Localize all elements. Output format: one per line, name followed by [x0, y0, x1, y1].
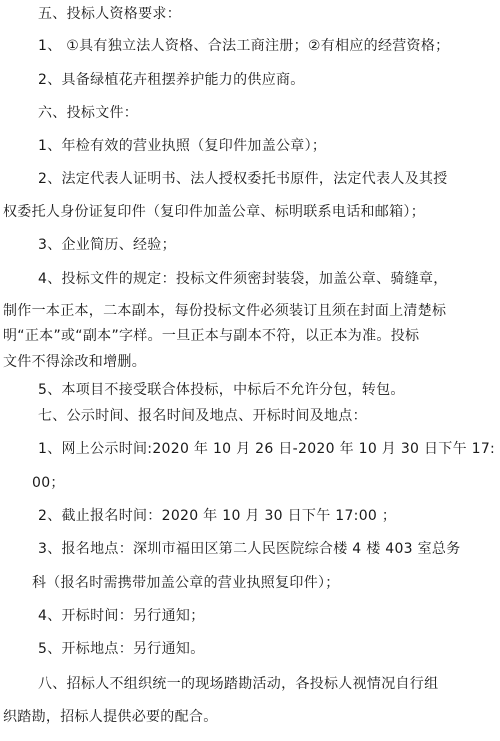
section-7-item-5: 5、开标地点：另行通知。	[38, 641, 205, 657]
section-5-heading: 五、投标人资格要求：	[38, 6, 181, 22]
section-8-line-2: 织踏勘，招标人提供必要的配合。	[3, 709, 218, 725]
section-7-item-1-line-1: 1、网上公示时间:2020 年 10 月 26 日-2020 年 10 月 30 日下午 17:	[38, 441, 496, 457]
section-6-item-1: 1、年检有效的营业执照（复印件加盖公章）；	[38, 138, 327, 154]
section-7-item-2: 2、截止报名时间：2020 年 10 月 30 日下午 17:00 ；	[38, 508, 397, 524]
section-5-item-1: 1、 ①具有独立法人资格、合法工商注册；②有相应的经营资格；	[38, 38, 450, 54]
section-6-item-4-line-1: 4、投标文件的规定：投标文件须密封装袋，加盖公章、骑缝章，	[38, 271, 448, 287]
section-7-item-4: 4、开标时间：另行通知；	[38, 608, 205, 624]
section-6-item-3: 3、企业简历、经验；	[38, 237, 176, 253]
section-6-item-4-line-3: 明“正本”或“副本”字样。一旦正本与副本不符，以正本为准。投标	[3, 328, 420, 344]
section-6-item-4-line-4: 文件不得涂改和增删。	[3, 354, 146, 370]
section-8-line-1: 八、招标人不组织统一的现场踏勘活动，各投标人视情况自行组	[38, 676, 439, 692]
section-7-item-3-line-1: 3、报名地点：深圳市福田区第二人民医院综合楼 4 楼 403 室总务	[38, 541, 461, 557]
section-6-item-2-line-2: 权委托人身份证复印件（复印件加盖公章、标明联系电话和邮箱）；	[3, 204, 425, 220]
section-6-item-4-line-2: 制作一本正本，二本副本，每份投标文件必须装订且须在封面上清楚标	[3, 303, 447, 319]
section-6-item-5: 5、本项目不接受联合体投标，中标后不允许分包，转包。	[38, 382, 405, 398]
section-6-heading: 六、投标文件：	[38, 105, 139, 121]
section-7-heading: 七、公示时间、报名时间及地点、开标时间及地点：	[38, 408, 367, 424]
section-5-item-2: 2、具备绿植花卉租摆养护能力的供应商。	[38, 72, 305, 88]
section-7-item-3-line-2: 科（报名时需携带加盖公章的营业执照复印件）；	[32, 575, 340, 591]
section-6-item-2-line-1: 2、法定代表人证明书、法人授权委托书原件，法定代表人及其授	[38, 171, 448, 187]
section-7-item-1-line-2: 00；	[32, 475, 65, 491]
